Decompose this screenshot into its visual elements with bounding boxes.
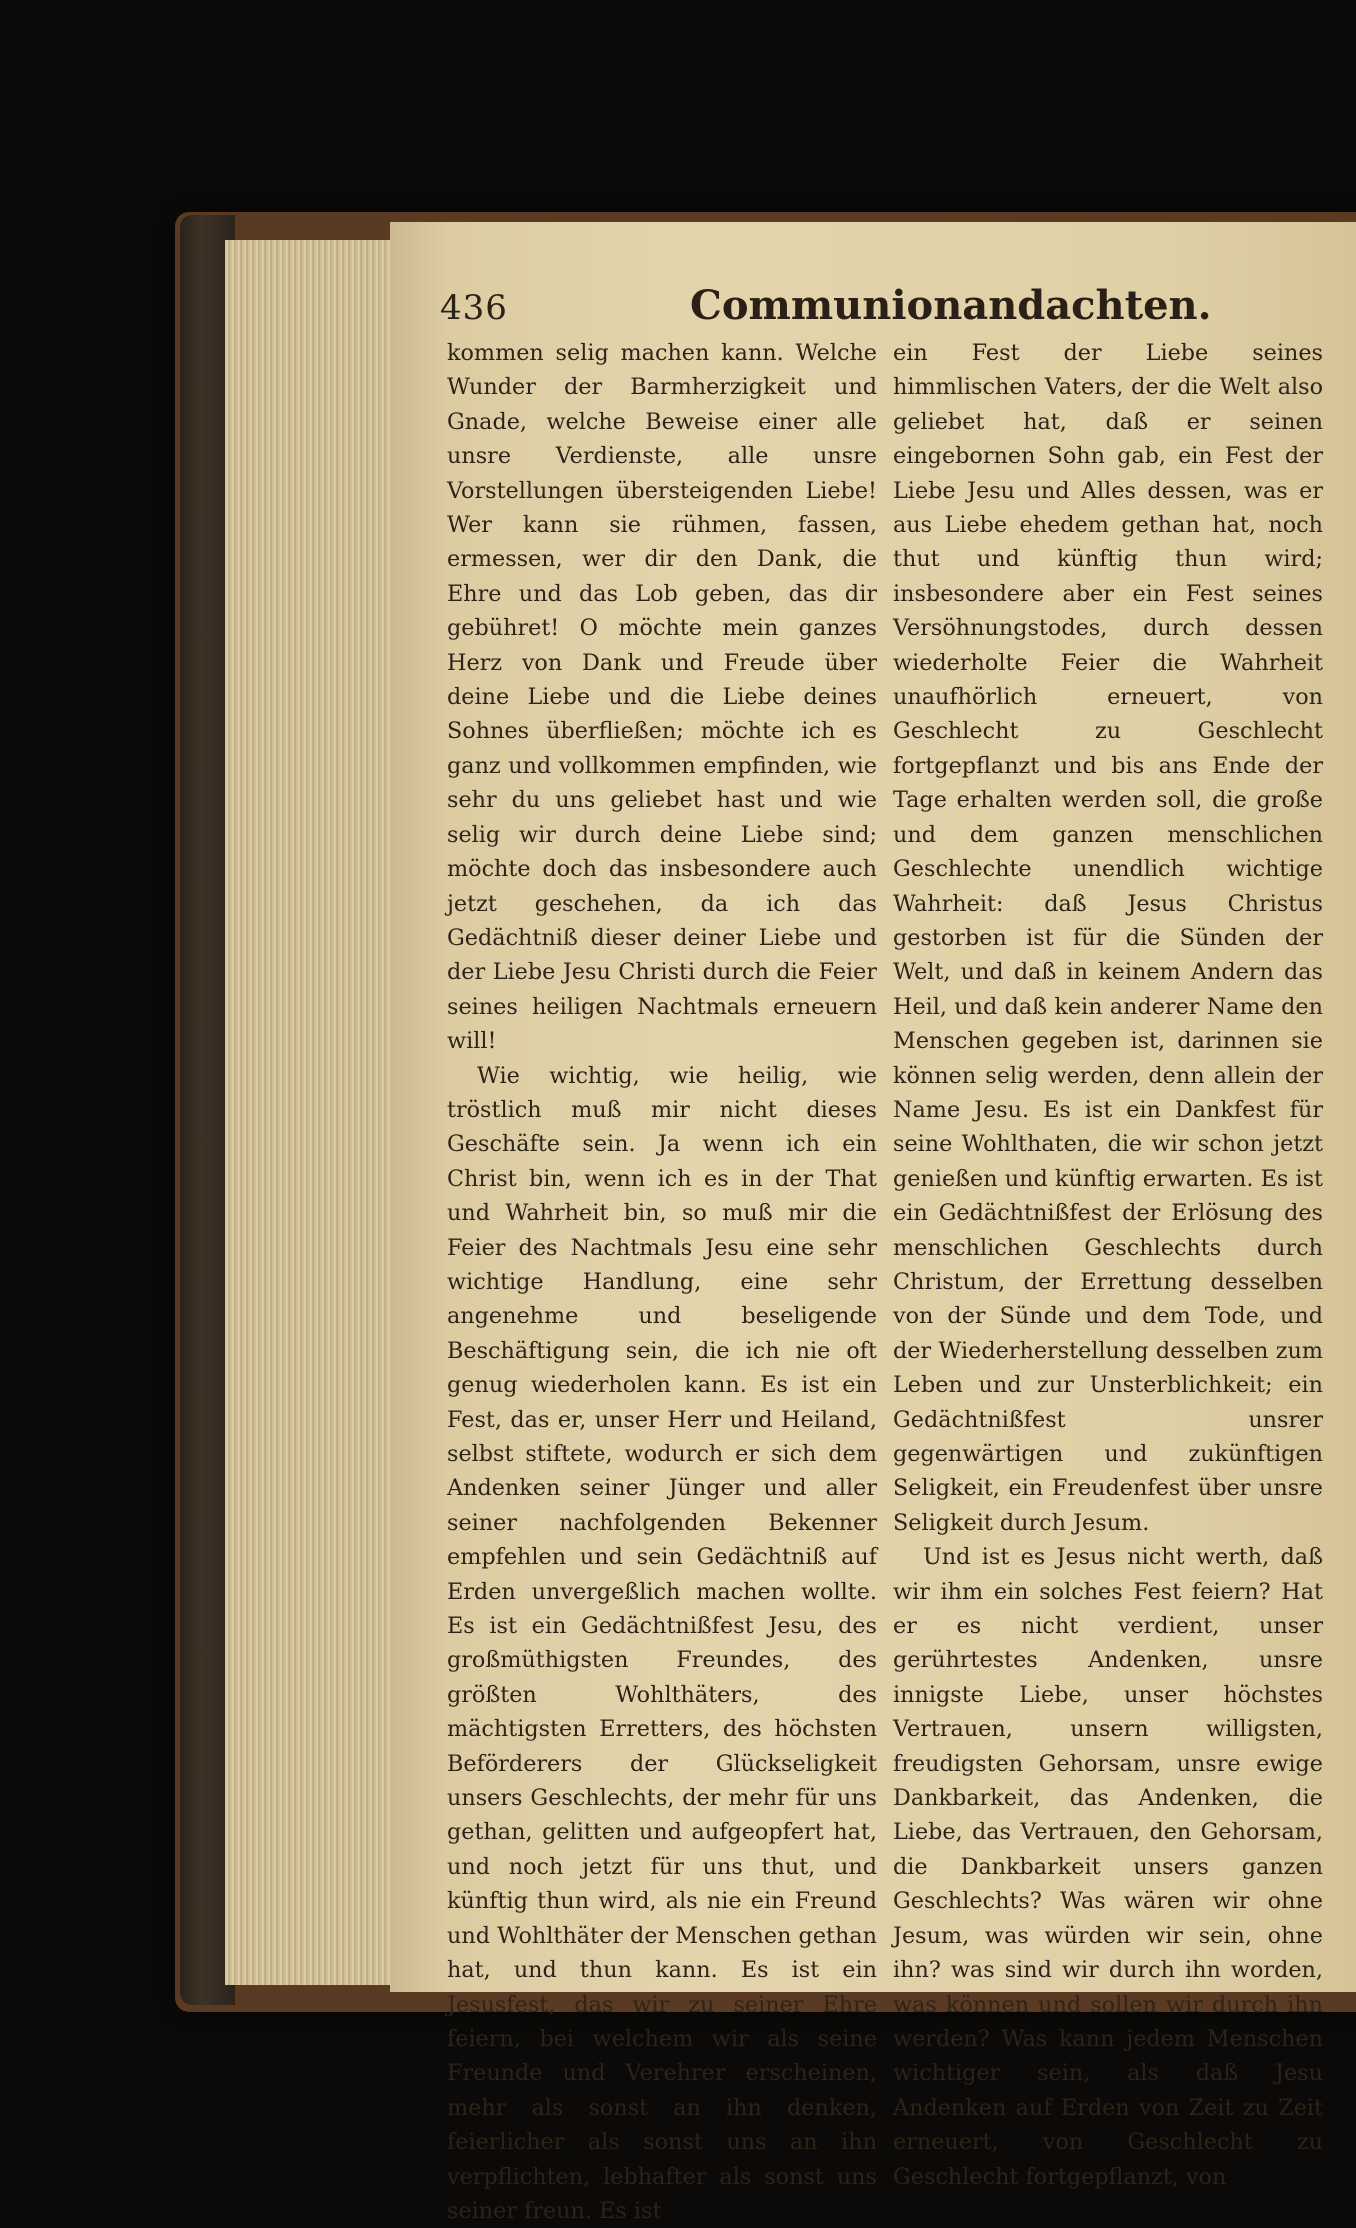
paragraph: kommen selig machen kann. Welche Wunder der Barmherzigkeit und Gnade, welche Beweise einer alle unsre Verdienste, alle unsre Vorstellungen übersteigenden Liebe! Wer kann sie rühmen, fassen, ermessen, wer dir den Dank, die Ehre und das Lob geben, das dir gebühret! O möchte mein ganzes Herz von Dank und Freude über deine Liebe und die Liebe deines Sohnes überfließen; möchte ich es ganz und vollkommen empfinden, wie sehr du uns geliebet hast und wie selig wir durch deine Liebe sind; möchte doch das insbesondere auch jetzt geschehen, da ich das Gedächtniß dieser deiner Liebe und der Liebe Jesu Christi durch die Feier seines heiligen Nachtmals erneuern will! — [447, 340, 877, 1055]
page-edges — [225, 240, 400, 1985]
text-column-left — [447, 336, 877, 2224]
page-header — [440, 282, 1320, 342]
paragraph: ein Fest der Liebe seines himmlischen Vaters, der die Welt also geliebet hat, daß er seinen eingebornen Sohn gab, ein Fest der Liebe Jesu und Alles dessen, was er aus Liebe ehedem gethan hat, noch thut und künftig thun wird; insbesondere aber ein Fest seines Versöhnungstodes, durch dessen wiederholte Feier die Wahrheit unaufhörlich erneuert, von Geschlecht zu Geschlecht fortgepflanzt und bis ans Ende der Tage erhalten werden soll, die große und dem ganzen menschlichen Geschlechte unendlich wichtige Wahrheit: daß Jesus Christus gestorben ist für die Sünden der Welt, und daß in keinem Andern das Heil, und daß kein anderer Name den Menschen gegeben ist, darinnen sie können selig werden, denn allein der Name Jesu. Es ist ein Dankfest für seine Wohlthaten, die wir schon jetzt genießen und künftig erwarten. Es ist ein Gedächtnißfest der Erlösung des menschlichen Geschlechts durch Christum, der Errettung desselben von der Sünde und dem Tode, und der Wiederherstellung desselben zum Leben und zur Unsterblichkeit; ein Gedächtnißfest unsrer gegenwärtigen und zukünftigen Seligkeit, ein Freudenfest über unsre Seligkeit durch Jesum. — [893, 340, 1323, 1536]
paragraph: Wie wichtig, wie heilig, wie tröstlich muß mir nicht dieses Geschäfte sein. Ja wenn ich ein Christ bin, wenn ich es in der That und Wahrheit bin, so muß mir die Feier des Nachtmals Jesu eine sehr wichtige Handlung, eine sehr angenehme und beseligende Beschäftigung sein, die ich nie oft genug wiederholen kann. Es ist ein Fest, das er, unser Herr und Heiland, selbst stiftete, wodurch er sich dem Andenken seiner Jünger und aller seiner nachfolgenden Bekenner empfehlen und sein Gedächtniß auf Erden unvergeßlich machen wollte. Es ist ein Gedächtnißfest Jesu, des großmüthigsten Freundes, des größten Wohlthäters, des mächtigsten Erretters, des höchsten Beförderers der Glückseligkeit unsers Geschlechts, der mehr für uns gethan, gelitten und aufgeopfert hat, und noch jetzt für uns thut, und künftig thun wird, als nie ein Freund und Wohlthäter der Menschen gethan hat, und thun kann. Es ist ein Jesusfest, das wir zu seiner Ehre feiern, bei welchem wir als seine Freunde und Verehrer erscheinen, mehr als sonst an ihn denken, feierlicher als sonst uns an ihn verpflichten, lebhafter als sonst uns seiner freun. Es ist — [447, 1062, 877, 2224]
paragraph: Und ist es Jesus nicht werth, daß wir ihm ein solches Fest feiern? Hat er es nicht verdient, unser gerührtestes Andenken, unsre innigste Liebe, unser höchstes Vertrauen, unsern willigsten, freudigsten Gehorsam, unsre ewige Dankbarkeit, das Andenken, die Liebe, das Vertrauen, den Gehorsam, die Dankbarkeit unsers ganzen Geschlechts? Was wären wir ohne Jesum, was würden wir sein, ohne ihn? was sind wir durch ihn worden, was können und sollen wir durch ihn werden? Was kann jedem Menschen wichtiger sein, als daß Jesu Andenken auf Erden von Zeit zu Zeit erneuert, von Geschlecht zu Geschlecht fortgepflanzt, von — [893, 1544, 1323, 2190]
text-column-right — [893, 336, 1323, 2190]
page-number: 436 — [440, 288, 508, 328]
running-title: Communionandachten. — [690, 282, 1212, 329]
